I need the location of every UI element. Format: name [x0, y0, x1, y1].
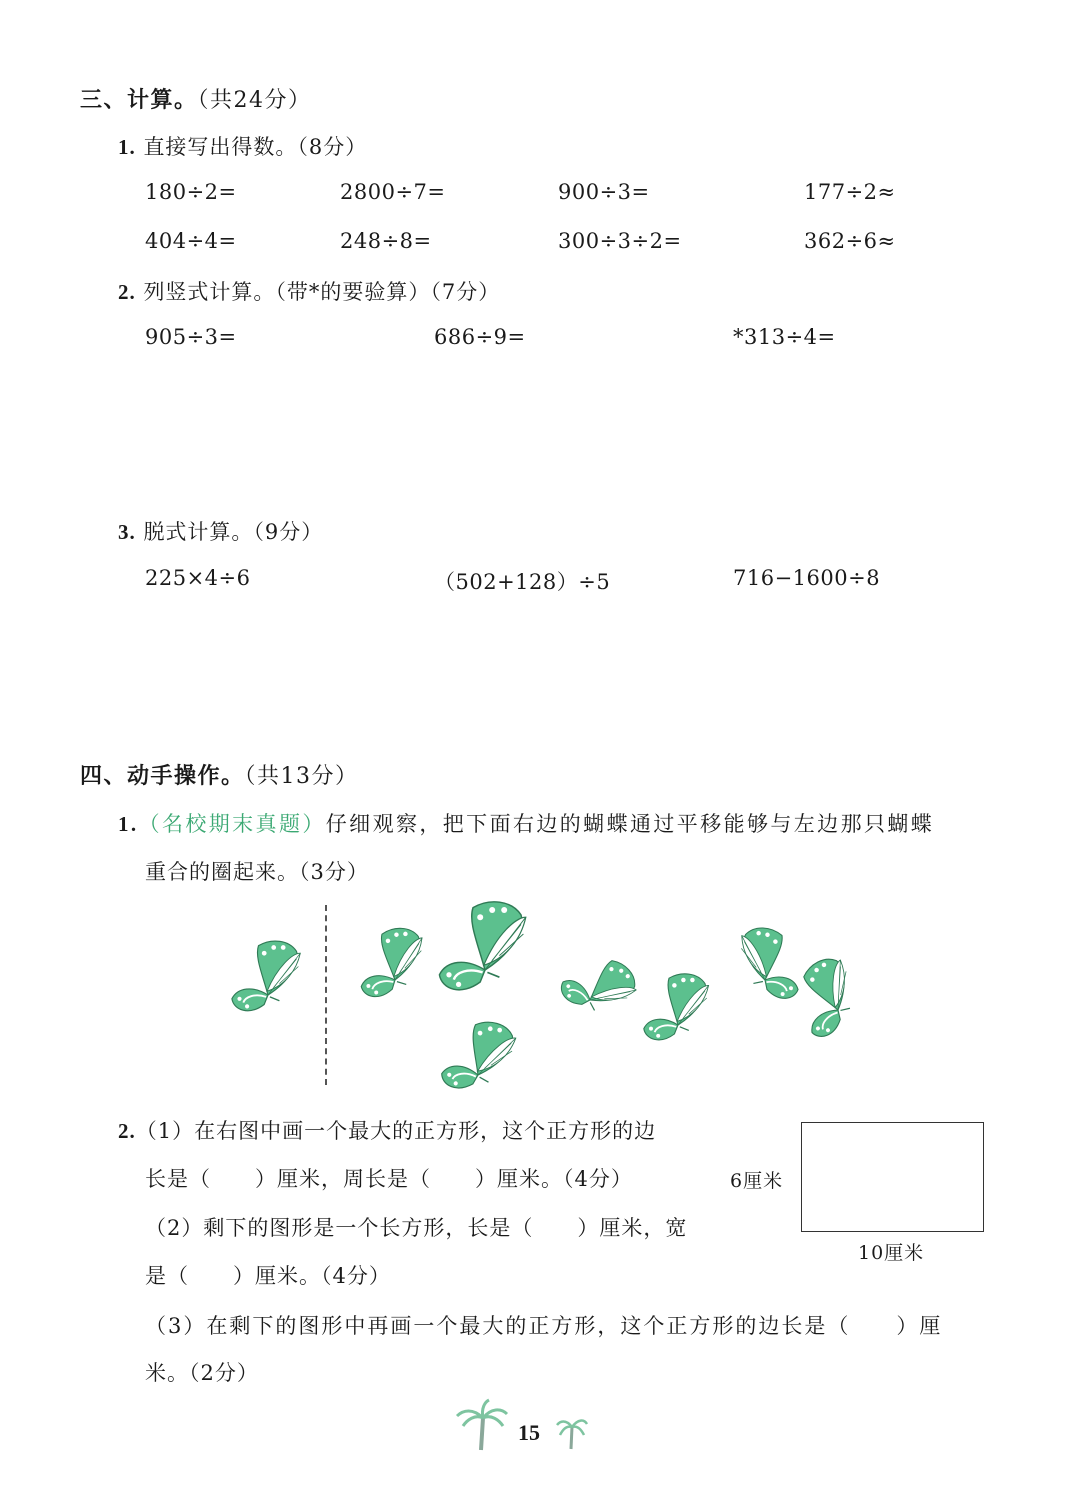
expr: 362÷6≈ [804, 229, 896, 253]
width-label: 10厘米 [858, 1242, 925, 1264]
q3-1-prompt [118, 131, 367, 161]
rectangle-figure [801, 1122, 984, 1232]
q4-2-part2-line1: （2）剩下的图形是一个长方形，长是（ ）厘米，宽 [145, 1216, 688, 1240]
butterfly-option[interactable] [678, 1025, 679, 1026]
section3-score: （共24分） [197, 88, 312, 113]
butterfly-option[interactable] [590, 1000, 591, 1001]
expr: 404÷4= [145, 229, 237, 253]
butterfly-option[interactable] [765, 980, 766, 981]
q3-3-number: 3. [118, 520, 136, 544]
expr: 180÷2= [145, 180, 237, 204]
expr: 2800÷7= [340, 180, 446, 204]
q4-1-line2: 重合的圈起来。（3分） [145, 860, 369, 884]
section4-score: （共13分） [244, 764, 359, 789]
q4-1-number: 1. [118, 812, 139, 836]
q4-2-part2-line2: 是（ ）厘米。（4分） [145, 1264, 391, 1288]
q4-2-part1-text: （1）在右图中画一个最大的正方形，这个正方形的边 [135, 1119, 657, 1143]
expr: 248÷8= [340, 229, 432, 253]
page-number: 15 [518, 1420, 540, 1445]
expr: （502+128）÷5 [434, 570, 611, 594]
q4-2-part1-line2: 长是（ ）厘米，周长是（ ）厘米。（4分） [145, 1167, 633, 1191]
q3-3-text: 脱式计算。（9分） [143, 520, 324, 544]
q4-2-part1-line1 [118, 1115, 656, 1145]
butterfly-option[interactable] [485, 970, 486, 971]
q4-1-line1: 仔细观察，把下面右边的蝴蝶通过平移能够与左边那只蝴蝶 [325, 812, 935, 836]
section4-heading [80, 759, 359, 790]
height-label: 6厘米 [730, 1170, 784, 1192]
divider-dashed-line [325, 905, 327, 1085]
palm-tree-icon [455, 1400, 515, 1452]
butterfly-reference [268, 995, 269, 996]
expr: *313÷4= [733, 325, 836, 349]
butterfly-option[interactable] [838, 1010, 839, 1011]
q4-2-part3-line2: 米。（2分） [145, 1361, 259, 1385]
q4-2-part3-line1: （3）在剩下的图形中再画一个最大的正方形，这个正方形的边长是（ ）厘 [145, 1314, 943, 1338]
q3-2-text: 列竖式计算。（带*的要验算）（7分） [143, 280, 501, 304]
expr: 300÷3÷2= [558, 229, 682, 253]
q3-1-text: 直接写出得数。（8分） [143, 135, 368, 159]
expr: 225×4÷6 [145, 566, 251, 590]
q3-1-number: 1. [118, 135, 136, 159]
section4-title: 四、动手操作。 [80, 763, 245, 788]
q3-2-prompt [118, 276, 500, 306]
q3-3-prompt [118, 516, 323, 546]
butterfly-option[interactable] [395, 980, 396, 981]
source-tag: （名校期末真题） [138, 812, 326, 836]
expr: 686÷9= [434, 325, 526, 349]
q3-2-number: 2. [118, 280, 136, 304]
palm-tree-icon [556, 1415, 588, 1451]
q4-2-number: 2. [118, 1119, 136, 1143]
section3-heading [80, 83, 312, 114]
section3-title: 三、计算。 [80, 87, 198, 112]
expr: 905÷3= [145, 325, 237, 349]
butterfly-option[interactable] [478, 1075, 479, 1076]
expr: 900÷3= [558, 180, 650, 204]
expr: 716−1600÷8 [733, 566, 881, 590]
q4-1-prompt [118, 808, 934, 838]
expr: 177÷2≈ [804, 180, 896, 204]
